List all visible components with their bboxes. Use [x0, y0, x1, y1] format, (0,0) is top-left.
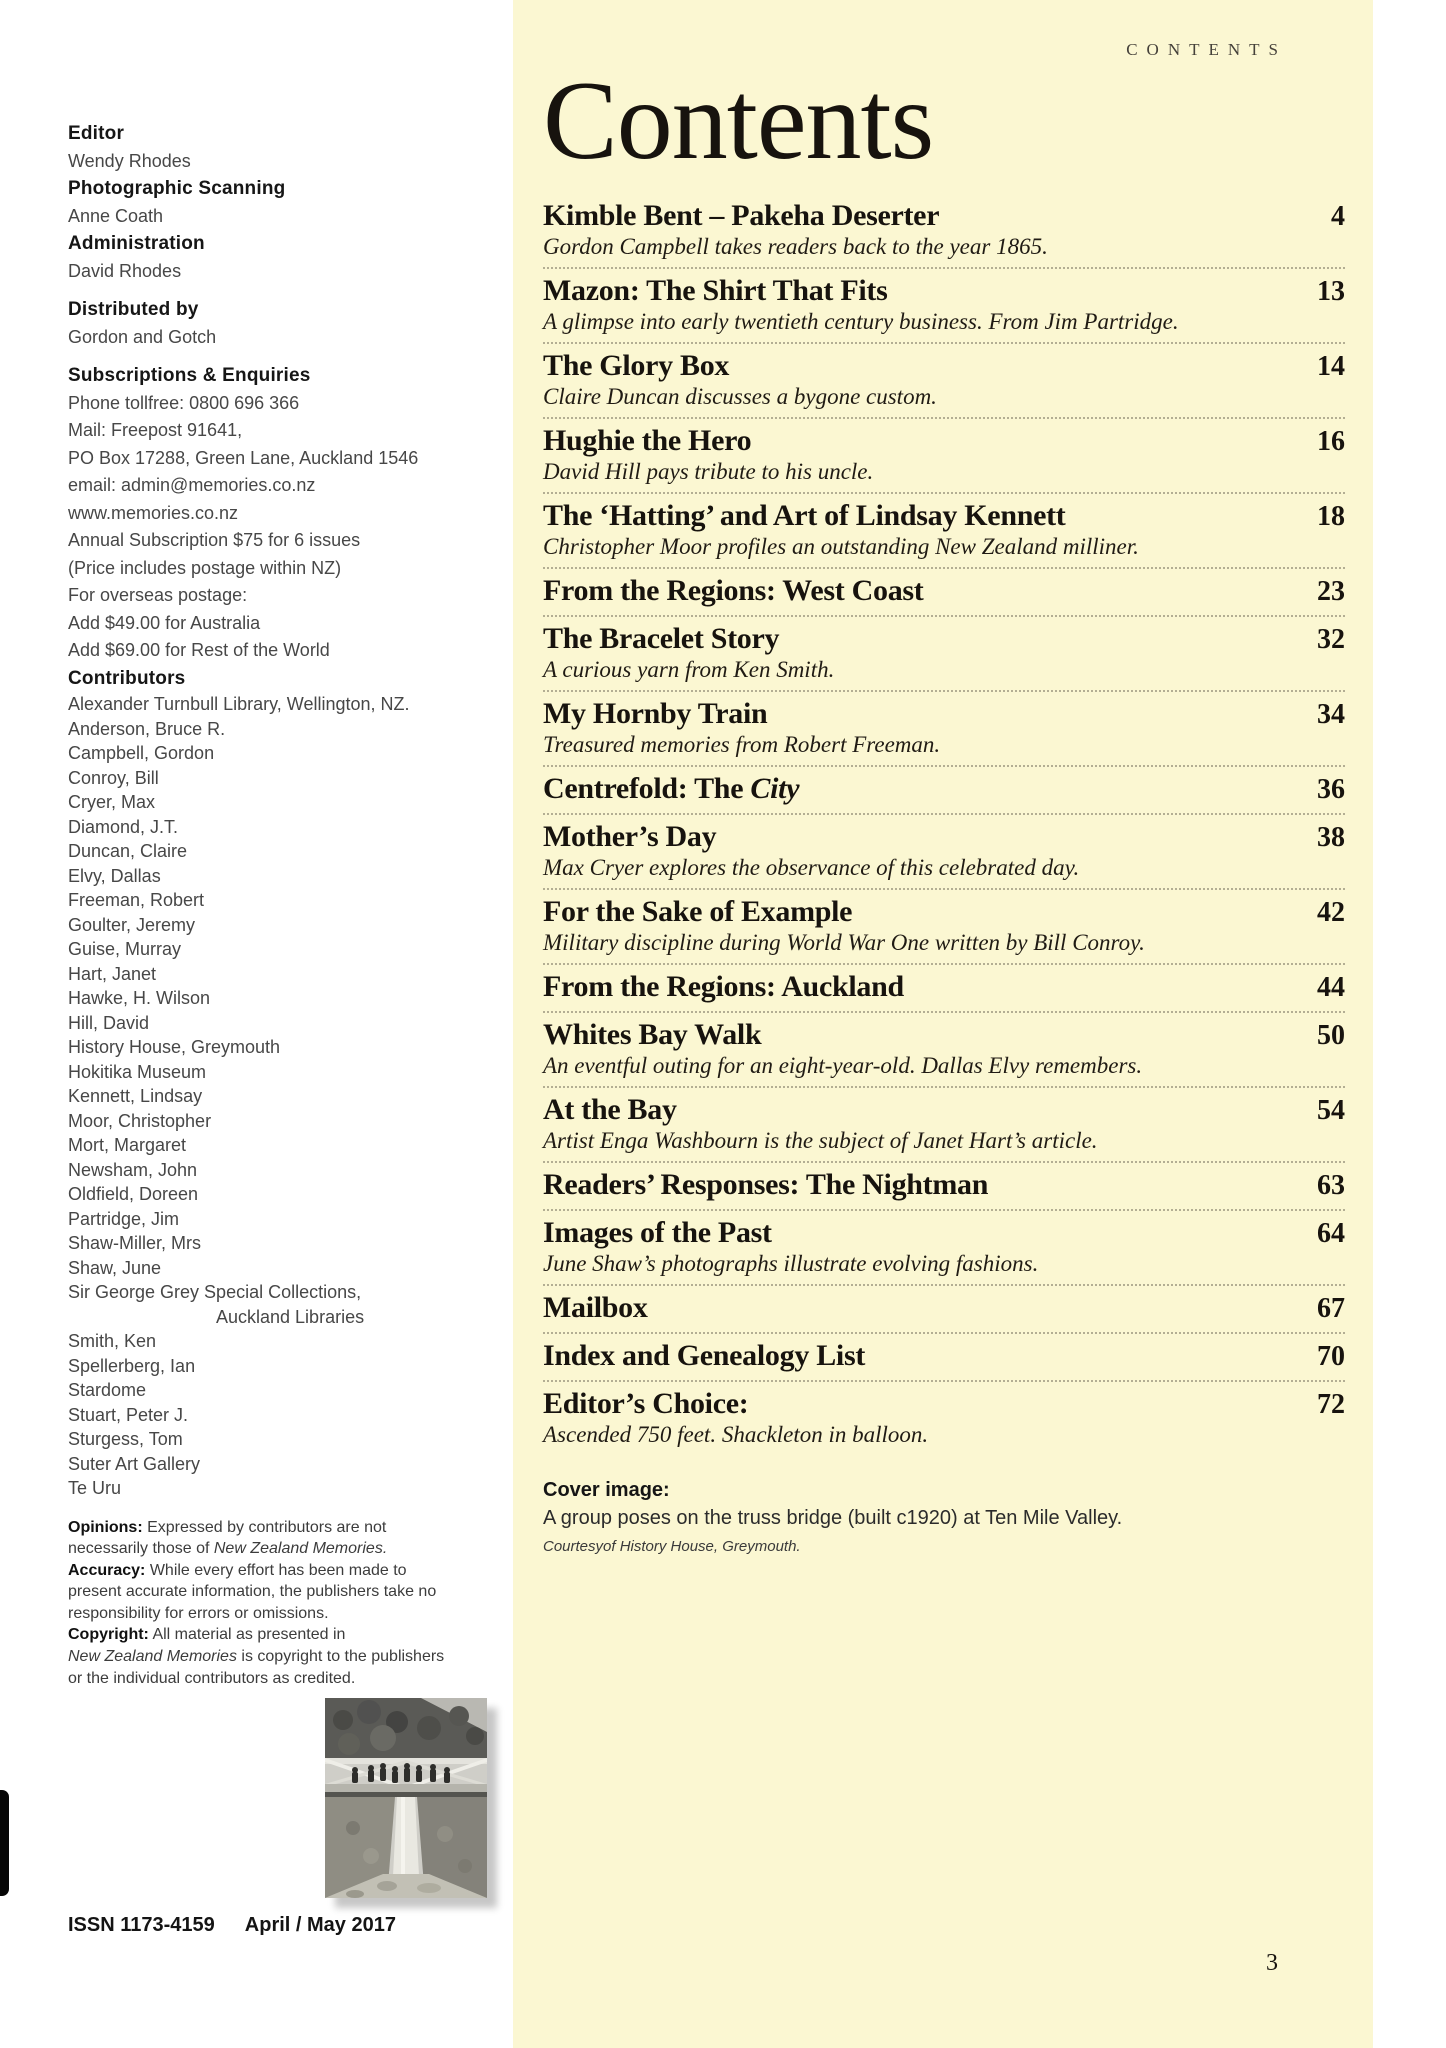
contributors-heading: Contributors: [68, 667, 186, 689]
cover-image-note: [543, 1477, 1345, 1557]
masthead-credits: [68, 120, 513, 351]
toc-title-run: Centrefold: The: [543, 772, 751, 805]
toc-entry-row: [543, 199, 1345, 233]
toc-entry-page-number: 4: [1331, 201, 1345, 232]
subscription-line: Add $69.00 for Rest of the World: [68, 640, 330, 660]
toc-entry-title: [543, 772, 799, 805]
subscriptions-heading: Subscriptions & Enquiries: [68, 365, 311, 386]
contributor-name: Newsham, John: [68, 1159, 198, 1180]
contributor-name: Oldfield, Doreen: [68, 1184, 199, 1204]
toc-entry: [543, 965, 1345, 1013]
toc-entry: [543, 767, 1345, 815]
contributor-name: History House, Greymouth: [68, 1037, 281, 1057]
notice-text-run: Expressed by contributors are not: [142, 1518, 387, 1536]
subscription-line: (Price includes postage within NZ): [68, 557, 342, 578]
toc-entry: [543, 692, 1345, 767]
scan-edge-mark: [0, 1790, 9, 1896]
running-head: CONTENTS: [1126, 40, 1287, 59]
toc-entry-title: From the Regions: Auckland: [543, 970, 904, 1003]
toc-entry: [543, 1334, 1345, 1382]
masthead-role-label: Editor: [68, 123, 125, 144]
contributor-name: Auckland Libraries: [216, 1306, 365, 1327]
contributor-name: Guise, Murray: [68, 939, 182, 959]
subscription-line: Annual Subscription $75 for 6 issues: [68, 530, 361, 550]
toc-entry-subtitle: Christopher Moor profiles an outstanding New Zealand milliner.: [543, 534, 1139, 559]
contributors-list: [68, 692, 513, 1501]
notice-line: [68, 1517, 513, 1539]
toc-entry-row: [543, 895, 1345, 929]
toc-entry-page-number: 44: [1317, 972, 1345, 1003]
masthead-role-label: Administration: [68, 233, 205, 254]
contributor-name: Spellerberg, Ian: [68, 1355, 196, 1376]
masthead-role-label: Photographic Scanning: [68, 178, 286, 199]
toc-entry: [543, 569, 1345, 617]
contributor-name: Sturgess, Tom: [68, 1429, 183, 1449]
cover-image-caption: A group poses on the truss bridge (built c1920) at Ten Mile Valley.: [543, 1507, 1123, 1529]
issue-date: April / May 2017: [244, 1914, 396, 1936]
contributor-name: Shaw, June: [68, 1257, 162, 1278]
notice-text-run: present accurate information, the publishers take no: [68, 1583, 437, 1601]
subscription-line: For overseas postage:: [68, 585, 248, 605]
contributor-name: Elvy, Dallas: [68, 865, 161, 886]
toc-entry-page-number: 42: [1317, 897, 1345, 928]
toc-entry-title: The Glory Box: [543, 349, 730, 382]
toc-title-run: City: [750, 772, 800, 805]
toc-entry-row: [543, 1093, 1345, 1127]
contributor-name: Mort, Margaret: [68, 1135, 187, 1155]
contributor-name: Suter Art Gallery: [68, 1453, 201, 1474]
contributor-name: Moor, Christopher: [68, 1110, 212, 1131]
notice-text-run: Copyright:: [68, 1626, 149, 1644]
toc-entry-subtitle: Treasured memories from Robert Freeman.: [543, 732, 941, 757]
contributor-name: Diamond, J.T.: [68, 816, 179, 837]
notice-text-run: responsibility for errors or omissions.: [68, 1604, 329, 1622]
notice-line: [68, 1538, 513, 1560]
toc-entry-page-number: 67: [1317, 1293, 1345, 1324]
issn-number: ISSN 1173-4159: [68, 1914, 215, 1936]
toc-entry-row: [543, 424, 1345, 458]
issn-line: [68, 1913, 396, 1937]
toc-entry-title: Index and Genealogy List: [543, 1339, 866, 1372]
masthead-role-label: Distributed by: [68, 299, 199, 320]
toc-entry: [543, 890, 1345, 965]
notice-text-run: or the individual contributors as credited.: [68, 1669, 356, 1687]
notice-line: [68, 1603, 513, 1625]
page-title: Contents: [543, 59, 934, 183]
toc-entry: [543, 494, 1345, 569]
contributor-name: Kennett, Lindsay: [68, 1086, 203, 1106]
masthead-role-value: Anne Coath: [68, 205, 164, 226]
masthead-role-value: Wendy Rhodes: [68, 150, 191, 171]
toc-entry: [543, 1163, 1345, 1211]
toc-entry-title: Hughie the Hero: [543, 424, 752, 457]
toc-entry: [543, 1286, 1345, 1334]
truss-bridge-photo: [325, 1698, 487, 1898]
notice-text-run: New Zealand Memories.: [213, 1540, 388, 1558]
toc-entry-page-number: 18: [1317, 501, 1345, 532]
toc-entry-subtitle: Max Cryer explores the observance of this celebrated day.: [543, 855, 1080, 880]
contributor-name: Smith, Ken: [68, 1331, 157, 1351]
notice-text-run: While every effort has been made to: [145, 1561, 407, 1579]
subscription-line: Phone tollfree: 0800 696 366: [68, 392, 300, 413]
cover-image-label: Cover image:: [543, 1479, 670, 1501]
toc-entry: [543, 1211, 1345, 1286]
toc-entry-row: [543, 349, 1345, 383]
notice-text-run: All material as presented in: [148, 1626, 346, 1644]
toc-entry-subtitle: A curious yarn from Ken Smith.: [543, 657, 835, 682]
toc-entry-row: [543, 1387, 1345, 1421]
masthead-role-value: David Rhodes: [68, 260, 182, 281]
toc-entry-page-number: 63: [1317, 1170, 1345, 1201]
toc-entry-row: [543, 1339, 1345, 1373]
toc-entry-title: My Hornby Train: [543, 697, 768, 730]
masthead-sidebar: [68, 0, 513, 1936]
subscription-line: email: admin@memories.co.nz: [68, 475, 316, 495]
toc-entry-page-number: 13: [1317, 276, 1345, 307]
toc-entry-subtitle: Gordon Campbell takes readers back to the year 1865.: [543, 234, 1048, 259]
toc-entry: [543, 194, 1345, 269]
toc-entry-row: [543, 499, 1345, 533]
toc-entry-page-number: 38: [1317, 822, 1345, 853]
toc-entry-title: Editor’s Choice:: [543, 1387, 749, 1420]
toc-entry: [543, 419, 1345, 494]
toc-entry-row: [543, 820, 1345, 854]
toc-entry-subtitle: Artist Enga Washbourn is the subject of Janet Hart’s article.: [543, 1128, 1098, 1153]
toc-entry-page-number: 54: [1317, 1095, 1345, 1126]
notice-line: [68, 1668, 513, 1690]
toc-entry-row: [543, 274, 1345, 308]
contents-panel: [513, 0, 1373, 2048]
toc-entry-title: The ‘Hatting’ and Art of Lindsay Kennett: [543, 499, 1066, 532]
toc-entry-subtitle: Military discipline during World War One written by Bill Conroy.: [543, 930, 1145, 955]
toc-entry: [543, 1013, 1345, 1088]
contributor-name: Stardome: [68, 1380, 147, 1400]
notice-text-run: is copyright to the publishers: [236, 1648, 445, 1666]
toc-entry-page-number: 36: [1317, 774, 1345, 805]
contributor-name: Shaw-Miller, Mrs: [68, 1233, 202, 1253]
contributor-name: Hart, Janet: [68, 963, 157, 984]
toc-entry-subtitle: Ascended 750 feet. Shackleton in balloon.: [543, 1422, 929, 1447]
contributor-name: Partridge, Jim: [68, 1208, 180, 1229]
masthead-gap: [68, 285, 513, 296]
subscription-line: www.memories.co.nz: [68, 502, 239, 523]
toc-entry-title: Images of the Past: [543, 1216, 772, 1249]
contributor-name: Hill, David: [68, 1012, 150, 1033]
toc-entry-title: Kimble Bent – Pakeha Deserter: [543, 199, 940, 232]
toc-entry-subtitle: June Shaw’s photographs illustrate evolving fashions.: [543, 1251, 1039, 1276]
notice-text-run: necessarily those of: [68, 1540, 214, 1558]
contributor-name: Stuart, Peter J.: [68, 1404, 189, 1425]
toc-entry-row: [543, 1216, 1345, 1250]
contributor-name: Goulter, Jeremy: [68, 914, 196, 935]
legal-notices: [68, 1517, 513, 1690]
contributor-name: Alexander Turnbull Library, Wellington, NZ.: [68, 694, 410, 714]
page-number: 3: [1266, 1950, 1278, 1976]
toc-entry-title: From the Regions: West Coast: [543, 574, 924, 607]
notice-text-run: Accuracy:: [68, 1561, 146, 1579]
cover-image-credit: Courtesyof History House, Greymouth.: [543, 1538, 801, 1555]
toc-entry-subtitle: David Hill pays tribute to his uncle.: [543, 459, 874, 484]
notice-text-run: Opinions:: [68, 1518, 143, 1536]
masthead-role-value: Gordon and Gotch: [68, 326, 217, 347]
toc-entry-subtitle: An eventful outing for an eight-year-old. Dallas Elvy remembers.: [543, 1053, 1143, 1078]
toc-entry-title: Mother’s Day: [543, 820, 717, 853]
toc-entry-title: At the Bay: [543, 1093, 677, 1126]
contributor-name: Hawke, H. Wilson: [68, 988, 211, 1008]
toc-entry-row: [543, 697, 1345, 731]
toc-entry-row: [543, 970, 1345, 1004]
subscriptions-section: [68, 362, 513, 665]
subscription-line: Add $49.00 for Australia: [68, 612, 261, 633]
contributor-name: Anderson, Bruce R.: [68, 718, 226, 739]
toc-entry: [543, 269, 1345, 344]
toc-entry-page-number: 23: [1317, 576, 1345, 607]
contributor-name: Freeman, Robert: [68, 890, 205, 910]
truss-bridge-photo-art: [325, 1698, 487, 1898]
toc-entry-row: [543, 622, 1345, 656]
toc-entry-title: Readers’ Responses: The Nightman: [543, 1168, 989, 1201]
toc-entry: [543, 1382, 1345, 1455]
toc-entry-title: For the Sake of Example: [543, 895, 853, 928]
notice-line: [68, 1646, 513, 1668]
toc-entry-title: The Bracelet Story: [543, 622, 780, 655]
toc-entry-page-number: 34: [1317, 699, 1345, 730]
toc-entry-row: [543, 1018, 1345, 1052]
table-of-contents: [543, 194, 1345, 1455]
notice-line: [68, 1624, 513, 1646]
contributor-name: Hokitika Museum: [68, 1061, 207, 1082]
toc-entry-title: Mailbox: [543, 1291, 648, 1324]
toc-entry-row: [543, 1168, 1345, 1202]
toc-entry: [543, 617, 1345, 692]
toc-entry-page-number: 50: [1317, 1020, 1345, 1051]
toc-entry: [543, 815, 1345, 890]
toc-entry-subtitle: Claire Duncan discusses a bygone custom.: [543, 384, 937, 409]
toc-entry-row: [543, 1291, 1345, 1325]
contributor-name: Sir George Grey Special Collections,: [68, 1282, 362, 1302]
toc-entry-title: Whites Bay Walk: [543, 1018, 762, 1051]
subscription-line: PO Box 17288, Green Lane, Auckland 1546: [68, 447, 419, 468]
notice-text-run: New Zealand Memories: [68, 1648, 237, 1666]
toc-entry-row: [543, 772, 1345, 806]
toc-entry-row: [543, 574, 1345, 608]
toc-entry-page-number: 70: [1317, 1341, 1345, 1372]
contributor-name: Cryer, Max: [68, 792, 156, 812]
contributors-section: [68, 665, 513, 1501]
toc-entry-title: Mazon: The Shirt That Fits: [543, 274, 888, 307]
notice-line: [68, 1581, 513, 1603]
toc-entry-subtitle: A glimpse into early twentieth century business. From Jim Partridge.: [543, 309, 1179, 334]
toc-entry: [543, 1088, 1345, 1163]
toc-entry-page-number: 72: [1317, 1389, 1345, 1420]
contributor-name: Duncan, Claire: [68, 841, 188, 861]
contributor-name: Te Uru: [68, 1478, 122, 1498]
contributor-name: Campbell, Gordon: [68, 743, 215, 763]
toc-entry-page-number: 64: [1317, 1218, 1345, 1249]
subscriptions-lines: [68, 390, 513, 665]
subscription-line: Mail: Freepost 91641,: [68, 420, 243, 440]
notice-line: [68, 1560, 513, 1582]
toc-entry-page-number: 14: [1317, 351, 1345, 382]
contributor-name: Conroy, Bill: [68, 767, 159, 788]
toc-entry-page-number: 16: [1317, 426, 1345, 457]
toc-entry: [543, 344, 1345, 419]
toc-entry-page-number: 32: [1317, 624, 1345, 655]
